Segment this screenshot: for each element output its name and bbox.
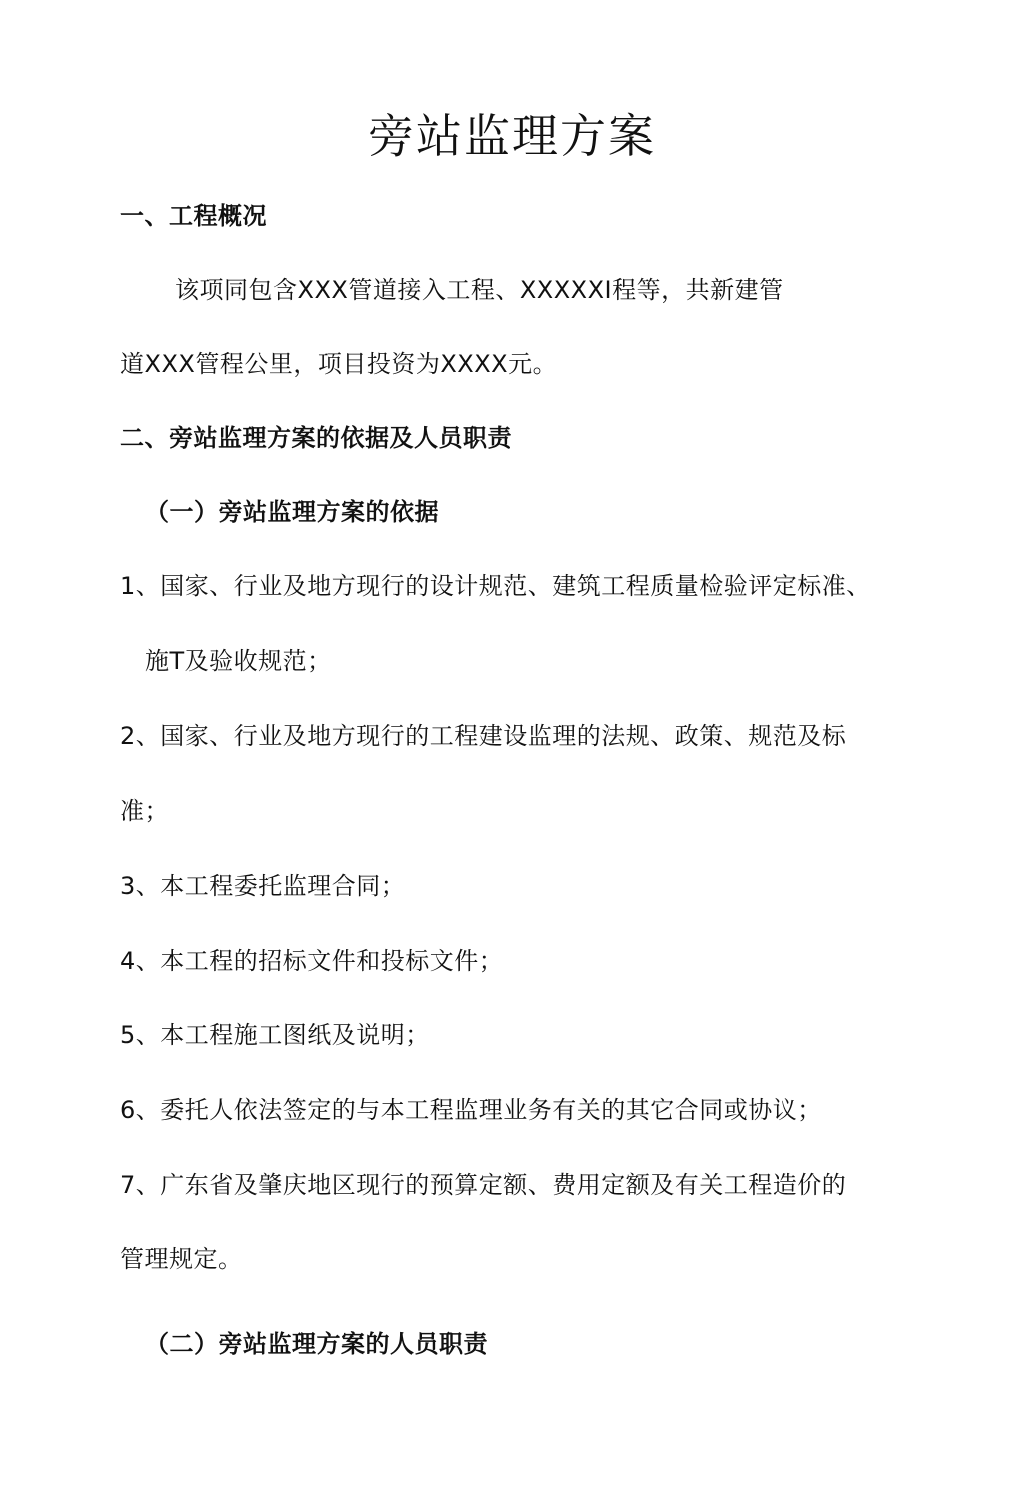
section2-heading: 二、旁站监理方案的依据及人员职责	[120, 424, 512, 452]
list-item-7-line-1: 7、广东省及肇庆地区现行的预算定额、费用定额及有关工程造价的	[120, 1171, 847, 1199]
list-item-4: 4、本工程的招标文件和投标文件；	[120, 947, 504, 975]
list-item-5: 5、本工程施工图纸及说明；	[120, 1021, 430, 1049]
list-item-6: 6、委托人依法签定的与本工程监理业务有关的其它合同或协议；	[120, 1096, 822, 1124]
document-title: 旁站监理方案	[368, 109, 656, 163]
list-item-1-line-2: 施T及验收规范；	[145, 647, 332, 675]
list-item-2-line-1: 2、国家、行业及地方现行的工程建设监理的法规、政策、规范及标	[120, 722, 847, 750]
list-item-1-line-1: 1、国家、行业及地方现行的设计规范、建筑工程质量检验评定标准、	[120, 572, 871, 600]
list-item-3: 3、本工程委托监理合同；	[120, 872, 406, 900]
section1-heading: 一、工程概况	[120, 202, 267, 230]
list-item-2-line-2: 准；	[120, 797, 169, 825]
overview-line-1: 该项同包含XXX管道接入工程、XXXXXI程等，共新建管	[175, 276, 784, 304]
list-item-7-line-2: 管理规定。	[120, 1245, 243, 1273]
sub1-heading: （一）旁站监理方案的依据	[145, 498, 439, 526]
overview-line-2: 道XXX管程公里，项目投资为XXXX元。	[120, 350, 558, 378]
sub2-heading: （二）旁站监理方案的人员职责	[145, 1330, 488, 1358]
